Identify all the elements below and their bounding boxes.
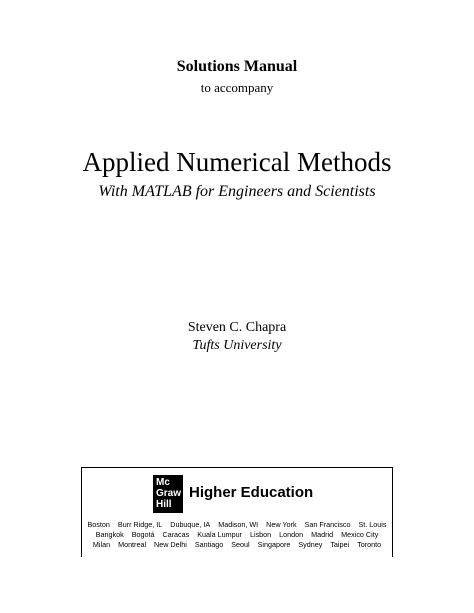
city-name: Caracas [162,530,190,539]
city-name: Bogotá [131,530,155,539]
city-name: Boston [87,520,110,529]
logo-line: Mc [156,477,170,488]
city-name: St. Louis [358,520,387,529]
city-name: Burr Ridge, IL [117,520,163,529]
city-name: Singapore [257,540,291,549]
city-name: London [279,530,304,539]
author-affiliation: Tufts University [192,338,282,353]
city-name: Dubuque, IA [170,520,211,529]
city-name: Montreal [118,540,147,549]
city-name: Madison, WI [218,520,259,529]
book-subtitle: With MATLAB for Engineers and Scientists [98,183,376,200]
city-name: Kuala Lumpur [197,530,242,539]
city-name: San Francisco [304,520,351,529]
city-list-row-1 [81,520,393,529]
city-name: New York [266,520,297,529]
book-title: Applied Numerical Methods [82,147,392,177]
city-name: Milan [92,540,111,549]
publisher-division: Higher Education [189,484,314,501]
logo-line: Graw [156,488,182,499]
city-name: Bangkok [95,530,124,539]
city-name: Taipei [330,540,350,549]
city-name: Madrid [311,530,334,539]
city-name: Lisbon [249,530,272,539]
publisher-box-top-rule [81,467,393,468]
city-name: Seoul [231,540,250,549]
author-name: Steven C. Chapra [187,320,287,335]
city-name: Sydney [298,540,323,549]
publisher-box [81,467,393,557]
city-name: Mexico City [341,530,379,539]
manual-title: Solutions Manual [176,58,298,75]
mcgraw-hill-logo [153,475,183,513]
logo-line: Hill [156,499,172,510]
city-list-row-2 [81,530,393,539]
city-list-row-3 [81,540,393,549]
city-name: New Delhi [154,540,187,549]
city-name: Toronto [357,540,382,549]
manual-subtitle: to accompany [200,80,274,95]
city-name: Santiago [194,540,224,549]
